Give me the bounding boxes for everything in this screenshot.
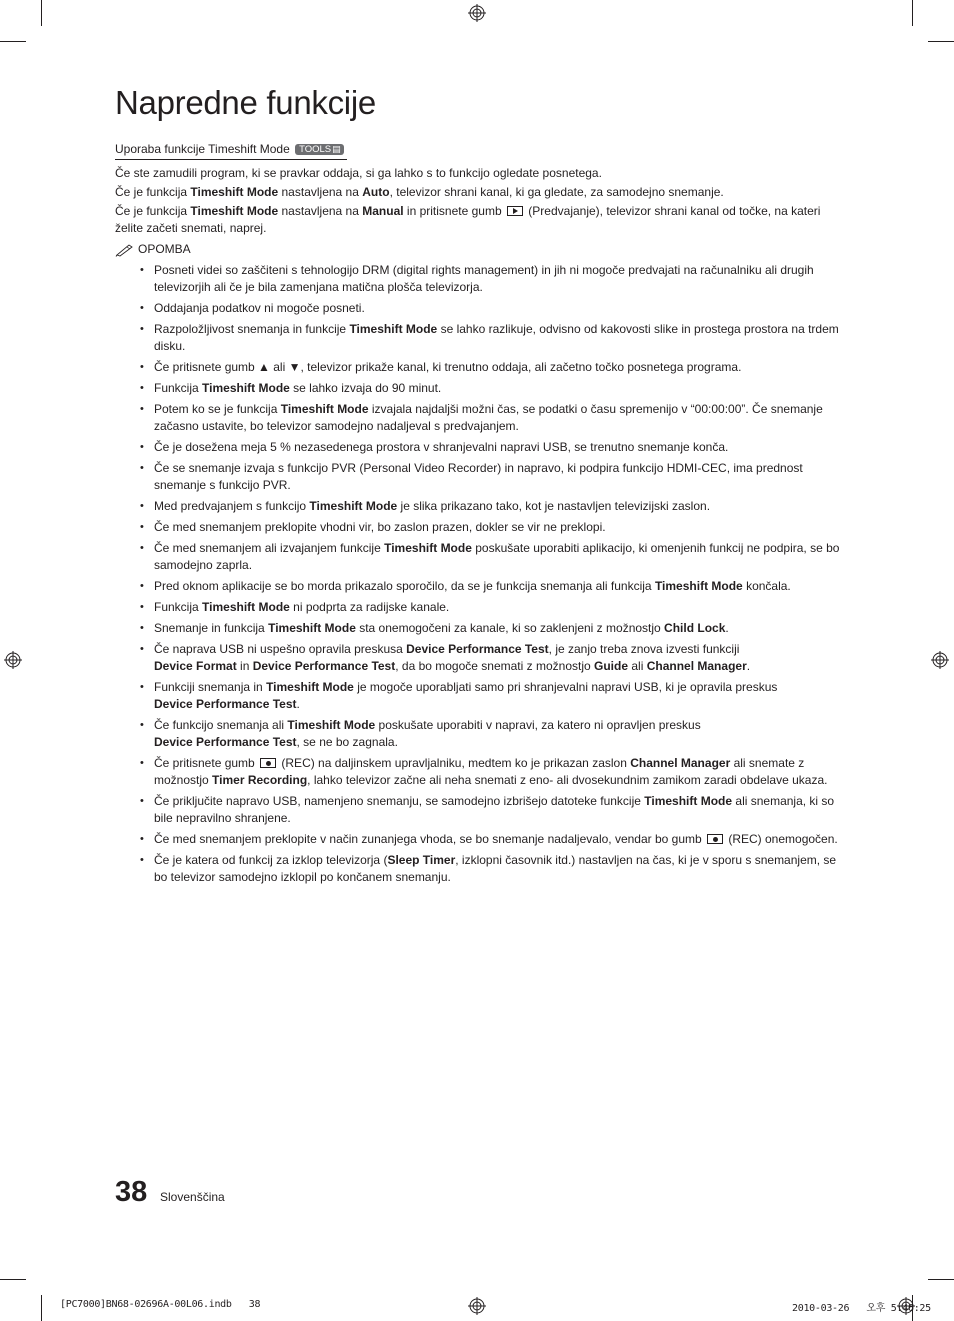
list-item xyxy=(115,831,843,848)
crop-mark-top-right-h xyxy=(928,41,954,42)
notes-list xyxy=(115,262,843,886)
list-item xyxy=(115,717,843,751)
bold-term: Device Performance Test xyxy=(154,735,297,749)
intro-paragraphs xyxy=(115,165,843,237)
bullet-icon: • xyxy=(140,833,144,845)
list-item xyxy=(115,755,843,789)
bullet-icon: • xyxy=(140,681,144,693)
bullet-icon: • xyxy=(140,441,144,453)
bullet-icon: • xyxy=(140,643,144,655)
text-run: Če priključite napravo USB, namenjeno snemanju, se samodejno izbrišejo datoteke funkcije xyxy=(154,794,645,808)
bold-term: Timeshift Mode xyxy=(384,541,472,555)
rec-button-icon xyxy=(707,834,723,844)
bold-term: Sleep Timer xyxy=(387,853,456,867)
text-run: Če je funkcija xyxy=(115,204,191,218)
registration-mark-icon xyxy=(468,1297,486,1315)
text-run: sta onemogočeni za kanale, ki so zaklenjeni z možnostjo xyxy=(355,621,665,635)
bold-term: Device Performance Test xyxy=(154,697,297,711)
bold-term: Timeshift Mode xyxy=(266,680,354,694)
list-item xyxy=(115,540,843,574)
text-run: Razpoložljivost snemanja in funkcije xyxy=(154,322,350,336)
text-run: Snemanje in funkcija xyxy=(154,621,269,635)
bold-term: Timeshift Mode xyxy=(280,402,369,416)
note-label: OPOMBA xyxy=(138,242,191,256)
bold-term: Timeshift Mode xyxy=(268,621,356,635)
list-item xyxy=(115,641,843,675)
text-run: Če pritisnete gumb ▲ ali ▼, televizor prikaže kanal, ki trenutno oddaja, ali začetno točko posnetega programa. xyxy=(154,360,742,374)
text-run: Potem ko se je funkcija xyxy=(154,402,281,416)
text-run: ali snemate z možnostjo xyxy=(154,756,805,787)
text-run: in pritisnete gumb xyxy=(403,204,505,218)
list-item xyxy=(115,599,843,616)
registration-mark-icon xyxy=(931,651,949,669)
list-item xyxy=(115,578,843,595)
text-run: Če je funkcija xyxy=(115,185,191,199)
bold-term: Timeshift Mode xyxy=(644,794,733,808)
list-item xyxy=(115,380,843,397)
print-slug-date: 2010-03-26 오후 5:46:25 xyxy=(792,1303,931,1314)
crop-mark-top-right-v xyxy=(912,0,913,26)
text-run: ali snemanja, ki so bile nepravilno shranjene. xyxy=(154,794,835,825)
text-run: , da bo mogoče snemati z možnostjo xyxy=(395,659,595,673)
text-run: ali xyxy=(628,659,647,673)
registration-mark-icon xyxy=(4,651,22,669)
bullet-icon: • xyxy=(140,382,144,394)
list-item xyxy=(115,262,843,296)
text-run: se lahko izvaja do 90 minut. xyxy=(289,381,442,395)
bullet-icon: • xyxy=(140,302,144,314)
list-item xyxy=(115,460,843,494)
bold-term: Timeshift Mode xyxy=(349,322,438,336)
crop-mark-top-left-v xyxy=(41,0,42,26)
text-run: Pred oknom aplikacije se bo morda prikazalo sporočilo, da se je funkcija snemanja ali funkcija xyxy=(154,579,655,593)
bold-term: Manual xyxy=(362,204,404,218)
text-run: Če se snemanje izvaja s funkcijo PVR (Personal Video Recorder) in napravo, ki podpira funkcijo HDMI-CEC, ima prednost snemanje s funkcijo PVR. xyxy=(154,461,803,492)
bullet-icon: • xyxy=(140,500,144,512)
text-run: je mogoče uporabljati samo pri shranjevalni napravi USB, ki je opravila preskus xyxy=(353,680,778,694)
bold-term: Timeshift Mode xyxy=(287,718,376,732)
bold-term: Timeshift Mode xyxy=(309,499,398,513)
list-item xyxy=(115,439,843,456)
list-item xyxy=(115,359,843,376)
text-run: Funkciji snemanja in xyxy=(154,680,267,694)
text-run: Če naprava USB ni uspešno opravila preskusa xyxy=(154,642,407,656)
bullet-icon: • xyxy=(140,622,144,634)
list-item xyxy=(115,852,843,886)
text-run: izvajala najdalјši možni čas, se podatki o času spremenijo v “00:00:00”. Če snemanje začasno ustavite, bo televizor samodejno nadaljeval s predvajanjem. xyxy=(154,402,823,433)
paragraph xyxy=(115,184,843,201)
crop-mark-bottom-left-v xyxy=(41,1295,42,1321)
text-run: je slika prikazano tako, kot je nastavljen televizijski zaslon. xyxy=(397,499,711,513)
list-item xyxy=(115,620,843,637)
rec-button-icon xyxy=(260,758,276,768)
list-item xyxy=(115,321,843,355)
text-run: , izklopni časovnik itd.) nastavljen na čas, ki je v sporu s snemanjem, se bo televizor samodejno izklopil po končanem snemanju. xyxy=(154,853,837,884)
bullet-icon: • xyxy=(140,264,144,276)
text-run: . xyxy=(296,697,300,711)
section-heading-text: Uporaba funkcije Timeshift Mode xyxy=(115,142,290,156)
bold-term: Timeshift Mode xyxy=(654,579,743,593)
tools-icon xyxy=(295,144,344,155)
list-item xyxy=(115,519,843,536)
registration-mark-icon xyxy=(468,4,486,22)
bullet-icon: • xyxy=(140,601,144,613)
section-heading xyxy=(115,141,347,160)
text-run: Če je dosežena meja 5 % nezasedenega prostora v shranjevalni napravi USB, se trenutno snemanje konča. xyxy=(154,440,729,454)
main-content xyxy=(115,141,843,890)
text-run: nastavljena na xyxy=(278,204,363,218)
bold-term: Channel Manager xyxy=(646,659,747,673)
list-item xyxy=(115,679,843,713)
bold-term: Guide xyxy=(594,659,629,673)
bold-term: Timeshift Mode xyxy=(202,600,290,614)
bold-term: Timeshift Mode xyxy=(190,185,279,199)
list-item xyxy=(115,793,843,827)
text-run: Posneti videi so zaščiteni s tehnologijo DRM (digital rights management) in jih ni mogoče predvajati na računalniku ali drugih televizorjih ali če je bila zamenjana matična plošča televizorja. xyxy=(154,263,814,294)
text-run: Funkcija xyxy=(154,600,203,614)
text-run: Če funkcijo snemanja ali xyxy=(154,718,288,732)
page-title: Napredne funkcije xyxy=(115,84,376,121)
text-run: ni podprta za radijske kanale. xyxy=(289,600,450,614)
text-run: , televizor shrani kanal, ki ga gledate, za samodejno snemanje. xyxy=(389,185,724,199)
bullet-icon: • xyxy=(140,403,144,415)
footer-language: Slovenščina xyxy=(160,1190,225,1204)
bold-term: Auto xyxy=(362,185,390,199)
list-item xyxy=(115,498,843,515)
text-run: . xyxy=(746,659,751,673)
paragraph xyxy=(115,203,843,237)
text-run: Če med snemanjem preklopite vhodni vir, bo zaslon prazen, dokler se vir ne preklopi. xyxy=(154,520,606,534)
text-run: Med predvajanjem s funkcijo xyxy=(154,499,310,513)
bullet-icon: • xyxy=(140,542,144,554)
bold-term: Timer Recording xyxy=(212,773,308,787)
bullet-icon: • xyxy=(140,795,144,807)
text-run: in xyxy=(236,659,253,673)
text-run: končala. xyxy=(742,579,791,593)
play-button-icon xyxy=(507,206,523,216)
text-run: , je zanjo treba znova izvesti funkciji xyxy=(548,642,740,656)
bold-term: Timeshift Mode xyxy=(202,381,290,395)
text-run: Če je katera od funkcij za izklop televizorja ( xyxy=(154,853,388,867)
bullet-icon: • xyxy=(140,462,144,474)
text-run: . xyxy=(725,621,729,635)
bullet-icon: • xyxy=(140,580,144,592)
bullet-icon: • xyxy=(140,361,144,373)
bold-term: Device Performance Test xyxy=(252,659,396,673)
paragraph xyxy=(115,165,843,182)
bold-term: Device Performance Test xyxy=(406,642,549,656)
text-run: Oddajanja podatkov ni mogoče posneti. xyxy=(154,301,365,315)
text-run: Če med snemanjem ali izvajanjem funkcije xyxy=(154,541,385,555)
crop-mark-bottom-right-h xyxy=(928,1279,954,1280)
text-run: Če ste zamudili program, ki se pravkar oddaja, si ga lahko s to funkcijo ogledate posnetega. xyxy=(115,166,602,180)
crop-mark-top-left-h xyxy=(0,41,26,42)
text-run: poskušate uporabiti aplikacijo, ki omenjenih funkcij ne podpira, se bo samodejno zaprla. xyxy=(154,541,840,572)
text-run: , se ne bo zagnala. xyxy=(296,735,398,749)
note-heading xyxy=(115,241,843,258)
bullet-icon: • xyxy=(140,757,144,769)
text-run: Če med snemanjem preklopite v način zunanjega vhoda, se bo snemanje nadaljevalo, vendar bo gumb xyxy=(154,832,706,846)
text-run: Funkcija xyxy=(154,381,203,395)
text-run: (Predvajanje), televizor shrani kanal od točke, na kateri želite začeti snemati, naprej. xyxy=(115,204,821,235)
bullet-icon: • xyxy=(140,521,144,533)
print-slug-file: [PC7000]BN68-02696A-00L06.indb 38 xyxy=(60,1299,261,1310)
list-item xyxy=(115,300,843,317)
bold-term: Channel Manager xyxy=(630,756,731,770)
bold-term: Timeshift Mode xyxy=(190,204,279,218)
bullet-icon: • xyxy=(140,719,144,731)
bold-term: Child Lock xyxy=(664,621,726,635)
crop-mark-bottom-left-h xyxy=(0,1279,26,1280)
tools-badge-label: TOOLS xyxy=(299,144,332,155)
list-item xyxy=(115,401,843,435)
text-run: se lahko razlikuje, odvisno od kakovosti slike in prostega prostora na trdem disku. xyxy=(154,322,839,353)
page-number: 38 xyxy=(115,1176,148,1208)
text-run: nastavljena na xyxy=(278,185,363,199)
pencil-note-icon xyxy=(115,243,135,257)
text-run: Če pritisnete gumb xyxy=(154,756,259,770)
text-run: (REC) onemogočen. xyxy=(725,832,838,846)
text-run: poskušate uporabiti v napravi, za katero ni opravljen preskus xyxy=(375,718,701,732)
text-run: , lahko televizor začne ali neha snemati z eno- ali dvosekundnim zamikom zaradi obdelave ukaza. xyxy=(307,773,828,787)
bullet-icon: • xyxy=(140,854,144,866)
tools-glyph-icon: ▤ xyxy=(332,144,341,154)
bold-term: Device Format xyxy=(154,659,237,673)
bullet-icon: • xyxy=(140,323,144,335)
text-run: (REC) na daljinskem upravljalniku, medtem ko je prikazan zaslon xyxy=(278,756,631,770)
